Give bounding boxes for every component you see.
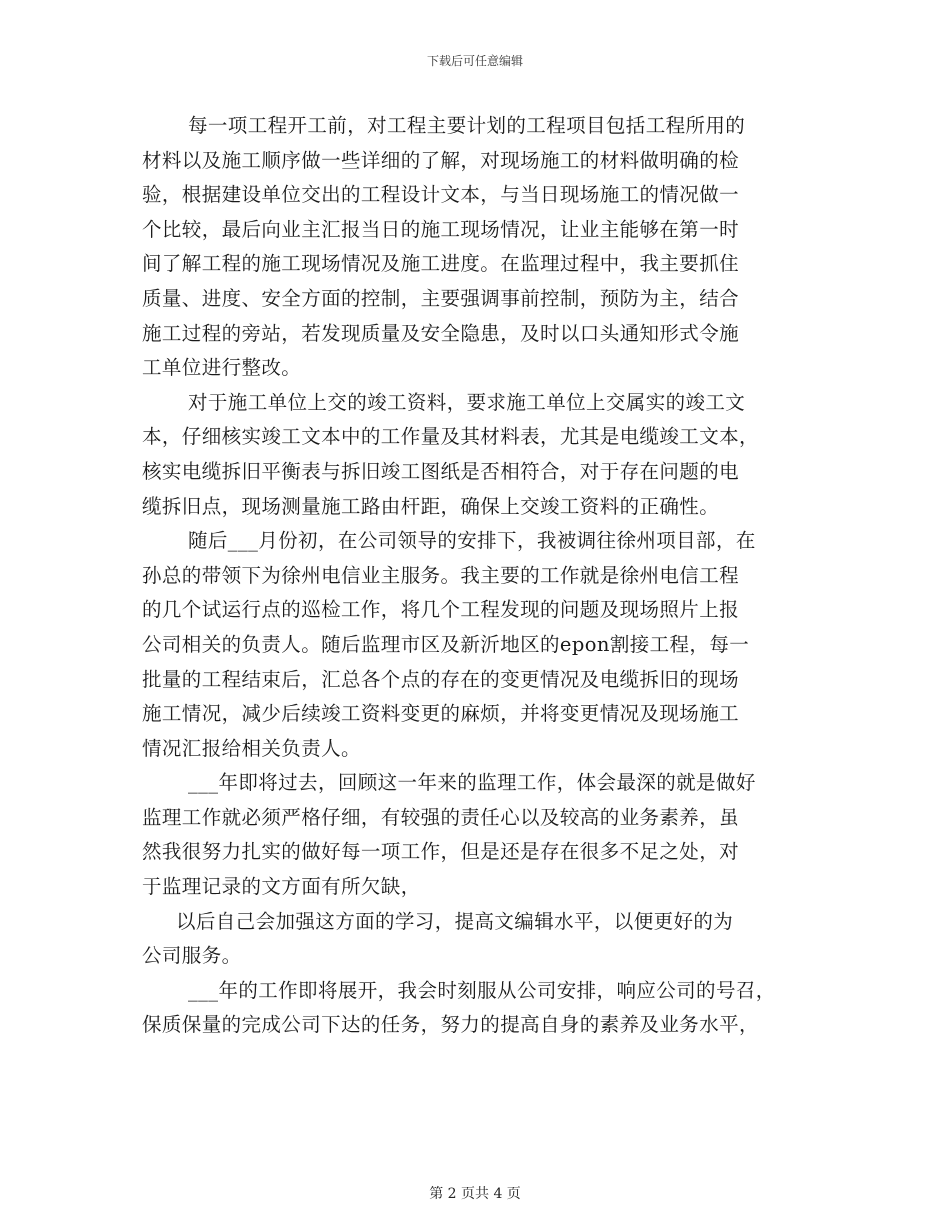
text-line: 批量的工程结束后，汇总各个点的存在的变更情况及电缆拆旧的现场 (142, 667, 740, 691)
text-line: 以后自己会加强这方面的学习，提高文编辑水平，以便更好的为 (176, 909, 734, 933)
text-line: 验，根据建设单位交出的工程设计文本，与当日现场施工的情况做一 (142, 183, 740, 207)
text-line: 情况汇报给相关负责人。 (142, 736, 361, 760)
text-line: 核实电缆拆旧平衡表与拆旧竣工图纸是否相符合，对于存在问题的电 (142, 459, 740, 483)
document-body (142, 109, 804, 1043)
text-line: 材料以及施工顺序做一些详细的了解，对现场施工的材料做明确的检 (142, 148, 740, 172)
text-line: 个比较，最后向业主汇报当日的施工现场情况，让业主能够在第一时 (142, 217, 740, 241)
text-line: 监理工作就必须严格仔细，有较强的责任心以及较高的业务素养，虽 (142, 805, 740, 829)
text-line: 每一项工程开工前，对工程主要计划的工程项目包括工程所用的 (188, 114, 746, 137)
text-line: ___年即将过去，回顾这一年来的监理工作，体会最深的就是做好 (188, 771, 756, 795)
text-line: 孙总的带领下为徐州电信业主服务。我主要的工作就是徐州电信工程 (142, 563, 740, 587)
text-line: 公司服务。 (142, 944, 242, 968)
text-line: 间了解工程的施工现场情况及施工进度。在监理过程中，我主要抓住 (142, 252, 740, 276)
text-line: 公司相关的负责人。随后监理市区及新沂地区的epon割接工程，每一 (142, 632, 750, 656)
text-line: 保质保量的完成公司下达的任务，努力的提高自身的素养及业务水平， (142, 1013, 759, 1037)
text-line: 然我很努力扎实的做好每一项工作，但是还是存在很多不足之处，对 (142, 840, 740, 864)
text-line: 本，仔细核实竣工文本中的工作量及其材料表，尤其是电缆竣工文本， (142, 425, 759, 449)
text-line: 随后___月份初，在公司领导的安排下，我被调往徐州项目部，在 (188, 529, 756, 553)
text-line: 对于施工单位上交的竣工资料，要求施工单位上交属实的竣工文 (188, 390, 746, 414)
text-line: 缆拆旧点，现场测量施工路由杆距，确保上交竣工资料的正确性。 (142, 494, 720, 518)
page-number: 第 2 页共 4 页 (429, 1186, 521, 1202)
text-line: 工单位进行整改。 (142, 356, 302, 380)
text-line: 质量、进度、安全方面的控制，主要强调事前控制，预防为主，结合 (142, 286, 740, 310)
text-line: 的几个试运行点的巡检工作，将几个工程发现的问题及现场照片上报 (142, 598, 740, 622)
page-header: 下载后可任意编辑 (426, 54, 523, 68)
text-line: ___年的工作即将展开，我会时刻服从公司安排，响应公司的号召， (188, 978, 776, 1002)
text-line: 施工过程的旁站，若发现质量及安全隐患，及时以口头通知形式令施 (142, 321, 740, 345)
text-line: 施工情况，减少后续竣工资料变更的麻烦，并将变更情况及现场施工 (142, 702, 740, 726)
text-line: 于监理记录的文方面有所欠缺， (142, 875, 421, 899)
